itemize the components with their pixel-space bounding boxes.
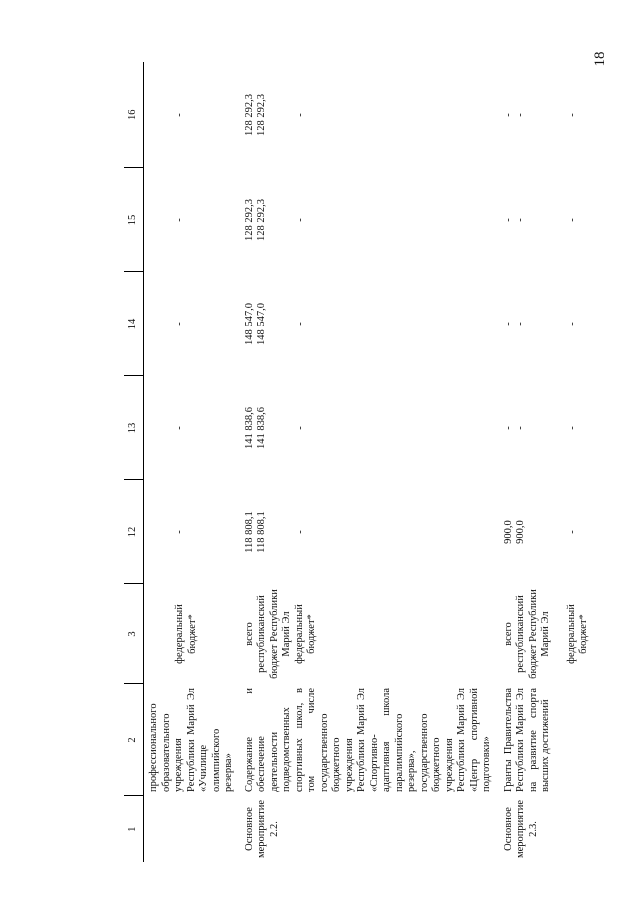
row-3-col-1: Основное мероприятие 2.3. [502, 800, 539, 858]
row-2-value: 118 808,1 [243, 511, 255, 553]
row-1-col-2: профессионального образовательного учреждения Республики Марий Эл «Училище олимпийского резерва» [148, 688, 234, 792]
table-row-activity-2-2 [238, 62, 495, 862]
row-2-value: 148 547,0 [256, 303, 267, 345]
row-3-col-3 [495, 584, 592, 684]
row-2-value: 118 808,1 [256, 511, 267, 553]
row-3-value: - [515, 113, 526, 117]
row-1-value: - [174, 426, 185, 430]
row-2-value: 148 547,0 [243, 303, 255, 345]
row-3-col-15 [495, 168, 592, 272]
row-3-col-16 [495, 62, 592, 168]
row-2-source-total: всего [243, 622, 255, 646]
row-1-col-3 [144, 584, 238, 684]
header-col-15: 15 [124, 168, 144, 272]
rotated-page-content [124, 62, 639, 862]
row-1-value: - [174, 218, 185, 222]
row-1-col-14 [144, 272, 238, 376]
header-col-1: 1 [124, 796, 144, 862]
row-2-col-16 [238, 62, 495, 168]
row-1-value: - [174, 322, 185, 326]
table-header-row [124, 62, 144, 862]
row-1-col-13 [144, 376, 238, 480]
row-2-value: - [294, 322, 306, 326]
row-3-col-2: Гранты Правительства Республики Марий Эл на развитие спорта высших достижений [502, 688, 551, 792]
row-3-value: - [502, 218, 514, 222]
row-2-value: - [294, 530, 306, 534]
row-2-col-15 [238, 168, 495, 272]
row-3-source-republic: республиканский бюджет Республики Марий Эл [515, 589, 551, 679]
row-2-col-3 [238, 584, 495, 684]
row-3-value: - [502, 113, 514, 117]
header-col-3: 3 [124, 584, 144, 684]
header-col-12: 12 [124, 480, 144, 584]
row-1-source-1: федеральный бюджет* [174, 604, 198, 664]
page-number: 18 [592, 51, 608, 67]
row-3-value: - [566, 322, 578, 326]
row-3-source-federal: федеральный бюджет* [565, 604, 589, 664]
row-3-col-13 [495, 376, 592, 480]
row-2-col-2: Содержание и обеспечение деятельности подведомственных спортивных школ, в том числе государственного бюджетного учреждения Республики Марий Эл «Спортивно-адаптивная школа паралимпийского резерва», государственного бюджетного учреждения Республики Марий Эл «Центр спортивной подготовки» [243, 688, 492, 792]
header-col-14: 14 [124, 272, 144, 376]
row-2-value: 128 292,3 [243, 199, 255, 241]
row-2-value: - [294, 426, 306, 430]
header-col-2: 2 [124, 684, 144, 796]
header-col-13: 13 [124, 376, 144, 480]
row-3-value: - [502, 322, 514, 326]
table-row-continuation [144, 62, 238, 862]
row-3-value: - [515, 322, 526, 326]
row-3-col-14 [495, 272, 592, 376]
row-2-value: 128 292,3 [256, 199, 267, 241]
row-2-col-14 [238, 272, 495, 376]
row-2-value: 128 292,3 [256, 94, 267, 136]
row-3-value: 900,0 [502, 520, 514, 544]
row-2-col-12 [238, 480, 495, 584]
row-3-source-total: всего [502, 622, 514, 646]
row-3-value: - [566, 218, 578, 222]
row-1-col-16 [144, 62, 238, 168]
row-1-value: - [174, 113, 185, 117]
row-2-value: 128 292,3 [243, 94, 255, 136]
row-1-col-15 [144, 168, 238, 272]
row-3-value: - [515, 426, 526, 430]
row-2-value: - [294, 113, 306, 117]
row-3-col-12 [495, 480, 592, 584]
row-3-value: - [566, 530, 578, 534]
table-row-activity-2-3 [495, 62, 592, 862]
row-1-col-12 [144, 480, 238, 584]
row-2-value: - [294, 218, 306, 222]
header-col-16: 16 [124, 62, 144, 168]
row-3-value: - [515, 218, 526, 222]
row-3-value: - [502, 426, 514, 430]
row-2-value: 141 838,6 [256, 407, 267, 449]
row-2-source-republic: республиканский бюджет Республики Марий Эл [256, 589, 292, 679]
row-3-value: - [566, 113, 578, 117]
row-2-value: 141 838,6 [243, 407, 255, 449]
row-2-col-13 [238, 376, 495, 480]
budget-table [124, 62, 592, 862]
row-1-col-1 [144, 796, 238, 862]
row-3-value: - [566, 426, 578, 430]
row-2-source-federal: федеральный бюджет* [293, 604, 317, 664]
row-3-value: 900,0 [515, 520, 526, 544]
row-2-col-1: Основное мероприятие 2.2. [243, 800, 280, 858]
row-1-value: - [174, 530, 185, 534]
